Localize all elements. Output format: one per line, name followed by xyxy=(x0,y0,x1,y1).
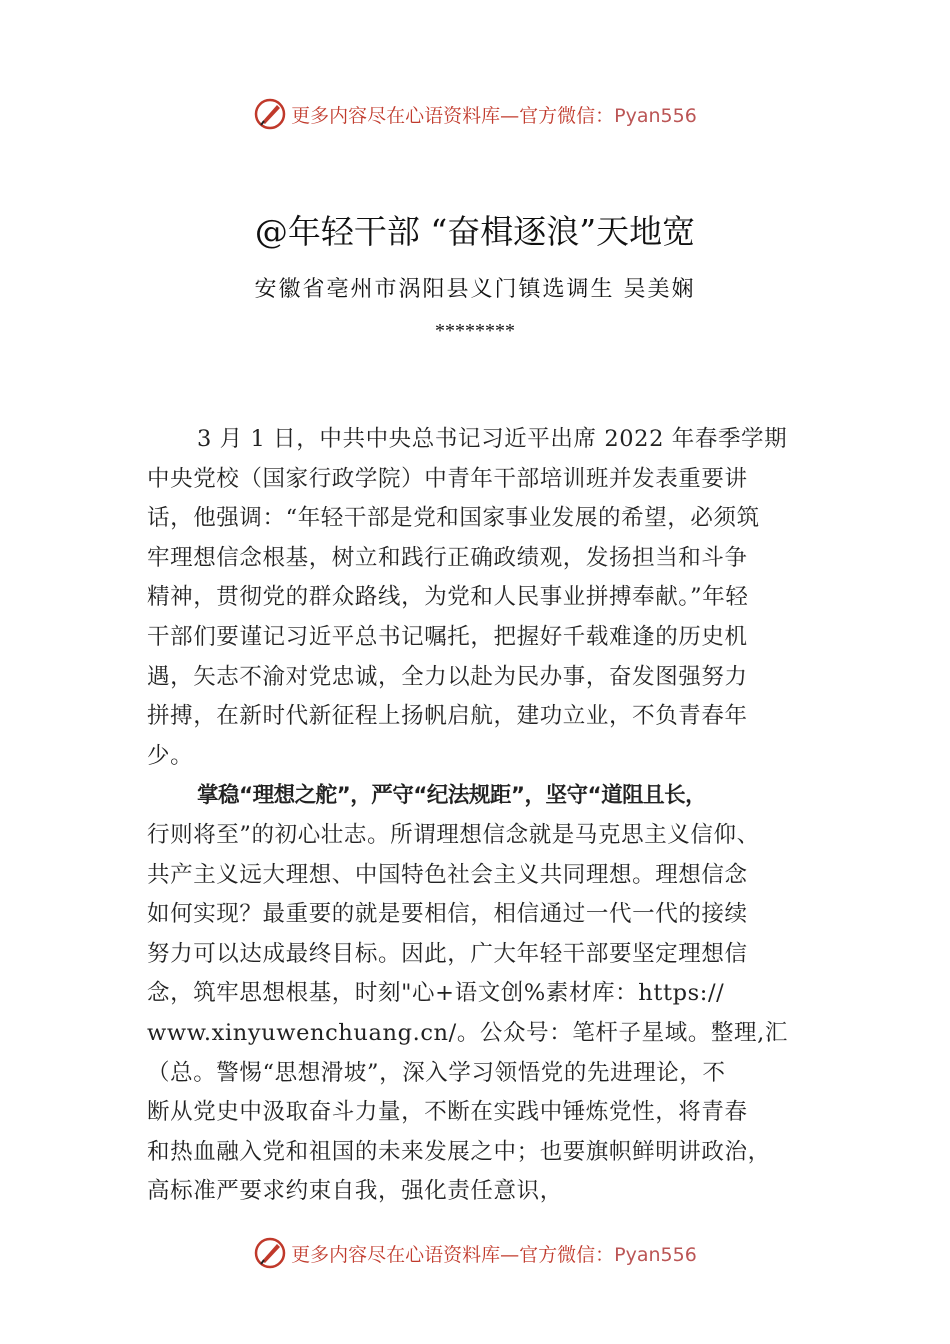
text-line: 遇，矢志不渝对党忠诚，全力以赴为民办事，奋发图强努力 xyxy=(147,663,748,690)
article-body xyxy=(147,420,807,1212)
header-banner xyxy=(0,94,950,134)
text-line: 和热血融入党和祖国的未来发展之中；也要旗帜鲜明讲政治， xyxy=(147,1138,771,1165)
text-line: 精神，贯彻党的群众路线，为党和人民事业拼搏奉献。”年轻 xyxy=(147,584,749,611)
footer-banner xyxy=(0,1233,950,1273)
text-line: 断从党史中汲取奋斗力量，不断在实践中锤炼党性，将青春 xyxy=(147,1099,748,1126)
quill-seal-logo-icon xyxy=(253,1236,287,1270)
section-heading: 掌稳“理想之舵”，严守“纪法规距”，坚守“道阻且长， xyxy=(197,783,707,809)
text-line: 努力可以达成最终目标。因此，广大年轻干部要坚定理想信 xyxy=(147,940,748,967)
separator: ******** xyxy=(435,320,515,342)
footer-banner-text: 更多内容尽在心语资料库—官方微信：Pyan556 xyxy=(291,1243,697,1266)
text-line: 念，筑牢思想根基，时刻"心+语文创%素材库：https:// xyxy=(147,980,725,1007)
text-line: 3 月 1 日，中共中央总书记习近平出席 2022 年春季学期 xyxy=(197,426,788,452)
text-line: （总。警惕“思想滑坡”，深入学习领悟党的先进理论，不 xyxy=(147,1059,726,1086)
text-line: 少。 xyxy=(147,742,194,769)
page-title: @年轻干部 “奋楫逐浪”天地宽 xyxy=(254,212,696,251)
text-line: 干部们要谨记习近平总书记嘱托，把握好千载难逢的历史机 xyxy=(147,623,748,650)
text-line: 拼搏，在新时代新征程上扬帆启航，建功立业，不负青春年 xyxy=(147,703,748,730)
text-line: 高标准严要求约束自我，强化责任意识， xyxy=(147,1178,563,1205)
text-line: 共产主义远大理想、中国特色社会主义共同理想。理想信念 xyxy=(147,861,748,888)
author-line: 安徽省亳州市涡阳县义门镇选调生 吴美娴 xyxy=(254,277,696,302)
text-line: 中央党校（国家行政学院）中青年干部培训班并发表重要讲 xyxy=(147,465,748,492)
text-line: 话，他强调：“年轻干部是党和国家事业发展的希望，必须筑 xyxy=(147,505,760,532)
text-line: 如何实现？最重要的就是要相信，相信通过一代一代的接续 xyxy=(147,901,748,928)
header-banner-text: 更多内容尽在心语资料库—官方微信：Pyan556 xyxy=(291,104,697,127)
text-line: 行则将至”的初心壮志。所谓理想信念就是马克思主义信仰、 xyxy=(147,821,760,848)
quill-seal-logo-icon xyxy=(253,97,287,131)
text-line: 牢理想信念根基，树立和践行正确政绩观，发扬担当和斗争 xyxy=(147,544,748,571)
text-line: www.xinyuwenchuang.cn/。公众号：笔杆子星域。整理,汇 xyxy=(147,1019,788,1046)
